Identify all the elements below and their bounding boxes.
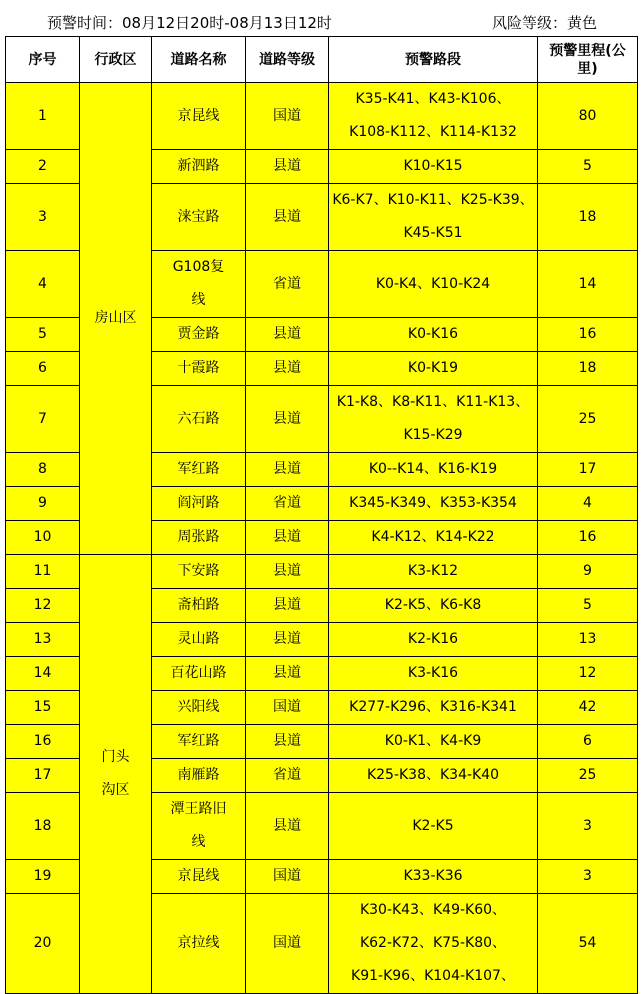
road-name: 新泗路 <box>152 150 246 184</box>
warning-segment <box>329 589 538 623</box>
warning-segment <box>329 793 538 860</box>
segment-line: K3-K16 <box>407 665 459 681</box>
segment-line: K91-K96、K104-K107、 <box>351 968 515 984</box>
warning-segment <box>329 521 538 555</box>
road-name: 涞宝路 <box>152 184 246 251</box>
warning-time: 预警时间：08月12日20时-08月13日12时 <box>47 14 332 32</box>
warning-distance: 13 <box>538 623 638 657</box>
district-cell <box>80 83 152 555</box>
warning-distance: 5 <box>538 150 638 184</box>
warning-segment <box>329 691 538 725</box>
row-number: 17 <box>6 759 80 793</box>
road-name: 南雁路 <box>152 759 246 793</box>
segment-line: K3-K12 <box>407 563 459 579</box>
warning-distance: 18 <box>538 184 638 251</box>
road-name: 斋柏路 <box>152 589 246 623</box>
warning-segment <box>329 860 538 894</box>
warning-distance: 5 <box>538 589 638 623</box>
warning-segment <box>329 487 538 521</box>
segment-line: K2-K5 <box>412 817 454 834</box>
row-number: 19 <box>6 860 80 894</box>
road-name: 贾金路 <box>152 318 246 352</box>
road-level: 省道 <box>246 759 329 793</box>
warning-distance: 25 <box>538 386 638 453</box>
row-number: 11 <box>6 555 80 589</box>
row-number: 7 <box>6 386 80 453</box>
warning-distance: 6 <box>538 725 638 759</box>
road-level: 县道 <box>246 318 329 352</box>
warning-segment <box>329 555 538 589</box>
warning-distance: 42 <box>538 691 638 725</box>
segment-line: K45-K51 <box>403 225 463 241</box>
district-name: 房山区 <box>94 310 137 326</box>
segment-line: K6-K7、K10-K11、K25-K39、 <box>332 192 534 208</box>
row-number: 12 <box>6 589 80 623</box>
col-header-no: 序号 <box>6 37 80 83</box>
road-level: 县道 <box>246 623 329 657</box>
segment-line: K0-K1、K4-K9 <box>384 733 482 749</box>
segment-line: K108-K112、K114-K132 <box>349 124 517 140</box>
warning-segment <box>329 184 538 251</box>
risk-level: 风险等级：黄色 <box>492 14 598 32</box>
segment-line: K33-K36 <box>403 868 463 884</box>
segment-line: K25-K38、K34-K40 <box>366 767 500 783</box>
warning-distance: 54 <box>538 894 638 994</box>
segment-line: K15-K29 <box>403 427 463 443</box>
warning-distance: 9 <box>538 555 638 589</box>
road-name: 灵山路 <box>152 623 246 657</box>
warning-distance: 14 <box>538 251 638 318</box>
road-level: 县道 <box>246 184 329 251</box>
col-header-level: 道路等级 <box>246 37 329 83</box>
warning-segment <box>329 318 538 352</box>
row-number: 13 <box>6 623 80 657</box>
segment-line: K277-K296、K316-K341 <box>349 699 517 715</box>
table-row <box>6 555 638 589</box>
road-name: 京拉线 <box>152 894 246 994</box>
warning-table <box>5 36 638 994</box>
row-number: 4 <box>6 251 80 318</box>
row-number: 2 <box>6 150 80 184</box>
road-name: 军红路 <box>152 725 246 759</box>
warning-distance: 18 <box>538 352 638 386</box>
road-level: 县道 <box>246 386 329 453</box>
road-level: 省道 <box>246 251 329 318</box>
segment-line: K0-K19 <box>407 360 459 376</box>
warning-segment <box>329 657 538 691</box>
road-level: 国道 <box>246 860 329 894</box>
table-header-row <box>6 37 638 83</box>
header-bar <box>0 0 642 34</box>
row-number: 8 <box>6 453 80 487</box>
row-number: 15 <box>6 691 80 725</box>
road-name: G108复线 <box>152 251 246 318</box>
segment-line: K4-K12、K14-K22 <box>371 529 495 545</box>
segment-line: K62-K72、K75-K80、 <box>359 935 507 951</box>
road-level: 省道 <box>246 487 329 521</box>
warning-segment <box>329 623 538 657</box>
warning-segment <box>329 352 538 386</box>
road-level: 县道 <box>246 150 329 184</box>
row-number: 20 <box>6 894 80 994</box>
warning-segment <box>329 251 538 318</box>
col-header-road: 道路名称 <box>152 37 246 83</box>
segment-line: K30-K43、K49-K60、 <box>359 902 507 918</box>
road-name: 百花山路 <box>152 657 246 691</box>
road-name: 京昆线 <box>152 860 246 894</box>
road-level: 县道 <box>246 521 329 555</box>
road-level: 县道 <box>246 793 329 860</box>
road-level: 县道 <box>246 453 329 487</box>
warning-segment <box>329 453 538 487</box>
table-row <box>6 83 638 150</box>
segment-line: K35-K41、K43-K106、 <box>355 91 511 107</box>
road-name: 潭王路旧线 <box>152 793 246 860</box>
segment-line: K0-K16 <box>407 326 459 342</box>
segment-line: K2-K16 <box>407 631 459 647</box>
road-level: 国道 <box>246 691 329 725</box>
warning-segment <box>329 894 538 994</box>
warning-segment <box>329 83 538 150</box>
row-number: 16 <box>6 725 80 759</box>
warning-segment <box>329 725 538 759</box>
warning-distance: 3 <box>538 793 638 860</box>
table-body <box>6 83 638 994</box>
road-level: 国道 <box>246 83 329 150</box>
road-name: 兴阳线 <box>152 691 246 725</box>
warning-distance: 16 <box>538 318 638 352</box>
warning-distance: 17 <box>538 453 638 487</box>
segment-line: K2-K5、K6-K8 <box>384 597 482 613</box>
road-name: 京昆线 <box>152 83 246 150</box>
segment-line: K1-K8、K8-K11、K11-K13、 <box>336 394 530 410</box>
district-cell <box>80 555 152 994</box>
segment-line: K10-K15 <box>403 158 463 174</box>
road-level: 县道 <box>246 657 329 691</box>
warning-distance: 4 <box>538 487 638 521</box>
warning-segment <box>329 759 538 793</box>
road-level: 县道 <box>246 555 329 589</box>
row-number: 5 <box>6 318 80 352</box>
warning-segment <box>329 150 538 184</box>
segment-line: K345-K349、K353-K354 <box>349 495 517 511</box>
warning-distance: 25 <box>538 759 638 793</box>
row-number: 9 <box>6 487 80 521</box>
col-header-segment: 预警路段 <box>329 37 538 83</box>
district-name: 门头沟区 <box>101 749 130 798</box>
road-name: 十霞路 <box>152 352 246 386</box>
road-level: 县道 <box>246 589 329 623</box>
road-name: 周张路 <box>152 521 246 555</box>
road-level: 县道 <box>246 352 329 386</box>
road-name: 六石路 <box>152 386 246 453</box>
col-header-district: 行政区 <box>80 37 152 83</box>
road-name: 军红路 <box>152 453 246 487</box>
row-number: 3 <box>6 184 80 251</box>
warning-distance: 12 <box>538 657 638 691</box>
row-number: 1 <box>6 83 80 150</box>
road-name: 阎河路 <box>152 487 246 521</box>
segment-line: K0--K14、K16-K19 <box>368 461 498 477</box>
road-name: 下安路 <box>152 555 246 589</box>
row-number: 14 <box>6 657 80 691</box>
road-level: 县道 <box>246 725 329 759</box>
row-number: 10 <box>6 521 80 555</box>
row-number: 18 <box>6 793 80 860</box>
warning-segment <box>329 386 538 453</box>
warning-distance: 3 <box>538 860 638 894</box>
row-number: 6 <box>6 352 80 386</box>
col-header-distance: 预警里程(公里) <box>538 37 638 83</box>
road-level: 国道 <box>246 894 329 994</box>
warning-distance: 16 <box>538 521 638 555</box>
segment-line: K0-K4、K10-K24 <box>375 275 491 292</box>
warning-distance: 80 <box>538 83 638 150</box>
